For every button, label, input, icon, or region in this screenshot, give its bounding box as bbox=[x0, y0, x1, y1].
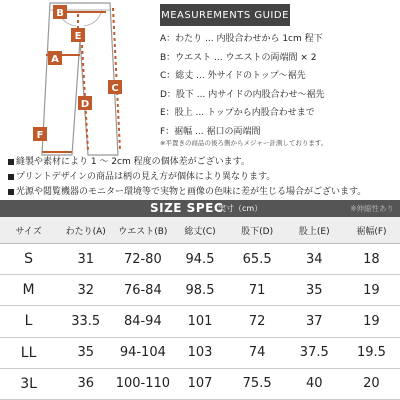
col-header: 総丈(C) bbox=[171, 217, 228, 244]
table-cell: 32 bbox=[57, 275, 114, 306]
table-cell: 33.5 bbox=[57, 306, 114, 337]
note-text: プリントデザインの商品は柄の見え方が個体により異なります。 bbox=[16, 172, 276, 182]
table-cell: 94-104 bbox=[114, 337, 171, 368]
table-cell: 20 bbox=[343, 368, 400, 399]
table-row bbox=[0, 275, 400, 306]
table-row bbox=[0, 337, 400, 368]
table-header-row bbox=[0, 217, 400, 244]
table-cell: 107 bbox=[171, 368, 228, 399]
table-cell: 35 bbox=[286, 275, 343, 306]
table-cell: 37.5 bbox=[286, 337, 343, 368]
col-header: 股上(E) bbox=[286, 217, 343, 244]
label-c: C bbox=[111, 83, 119, 94]
table-cell: 19 bbox=[343, 306, 400, 337]
table-cell: 72 bbox=[229, 306, 286, 337]
table-cell: 101 bbox=[171, 306, 228, 337]
table-row bbox=[0, 306, 400, 337]
bullet-square-icon bbox=[8, 174, 14, 180]
size-cell: LL bbox=[0, 337, 57, 368]
table-cell: 71 bbox=[229, 275, 286, 306]
note-item bbox=[8, 170, 400, 185]
note-text: 縫製や素材により 1 〜 2cm 程度の個体差がございます。 bbox=[16, 157, 250, 167]
col-header: ウエスト(B) bbox=[114, 217, 171, 244]
table-cell: 34 bbox=[286, 244, 343, 275]
table-cell: 76-84 bbox=[114, 275, 171, 306]
table-cell: 75.5 bbox=[229, 368, 286, 399]
size-spec-table bbox=[0, 217, 400, 400]
guide-item-e: E：股上 ... トップから内股合わせまで bbox=[160, 108, 315, 118]
table-cell: 84-94 bbox=[114, 306, 171, 337]
bullet-square-icon bbox=[8, 159, 14, 165]
col-header: わたり(A) bbox=[57, 217, 114, 244]
note-item bbox=[8, 155, 400, 170]
guide-item-d: D：股下 ... 内サイドの内股合わせ〜裾先 bbox=[160, 89, 325, 100]
table-cell: 65.5 bbox=[229, 244, 286, 275]
col-header: 裾幅(F) bbox=[343, 217, 400, 244]
guide-item-a: A：わたり ... 内股合わせから 1cm 程下 bbox=[160, 34, 323, 44]
notes-list bbox=[8, 155, 400, 200]
col-header: サイズ bbox=[0, 217, 57, 244]
label-f: F bbox=[36, 130, 44, 141]
bullet-square-icon bbox=[8, 189, 14, 195]
table-cell: 37 bbox=[286, 306, 343, 337]
table-cell: 74 bbox=[229, 337, 286, 368]
table-cell: 98.5 bbox=[171, 275, 228, 306]
measurements-guide-header: MEASUREMENTS GUIDE bbox=[160, 4, 290, 26]
table-cell: 19 bbox=[343, 275, 400, 306]
table-row bbox=[0, 368, 400, 399]
size-cell: L bbox=[0, 306, 57, 337]
guide-footnote: ※平置きの商品の後ろ側からメジャー計測しております。 bbox=[160, 139, 328, 147]
guide-item-b: B：ウエスト ... ウエストの両端間 × 2 bbox=[160, 52, 317, 63]
note-text: 光源や閲覧機器のモニター環境等で実物と画像の色味に差が生じる場合がございます。 bbox=[16, 187, 367, 197]
table-cell: 31 bbox=[57, 244, 114, 275]
guide-item-c: C：総丈 ... 外サイドのトップ〜裾先 bbox=[160, 71, 306, 81]
table-cell: 94.5 bbox=[171, 244, 228, 275]
size-cell: M bbox=[0, 275, 57, 306]
table-cell: 36 bbox=[57, 368, 114, 399]
label-b: B bbox=[56, 8, 64, 19]
size-spec-note: ※伸縮性あり bbox=[350, 204, 394, 213]
size-spec-title: SIZE SPEC bbox=[150, 201, 224, 215]
size-spec-unit: 実寸（cm） bbox=[218, 204, 263, 213]
col-header: 股下(D) bbox=[229, 217, 286, 244]
label-d: D bbox=[80, 99, 90, 110]
size-cell: S bbox=[0, 244, 57, 275]
table-cell: 19.5 bbox=[343, 337, 400, 368]
table-cell: 40 bbox=[286, 368, 343, 399]
pants-diagram bbox=[0, 0, 160, 160]
label-a: A bbox=[51, 54, 59, 65]
table-cell: 103 bbox=[171, 337, 228, 368]
size-spec-bar bbox=[0, 200, 400, 217]
note-item bbox=[8, 185, 400, 200]
measurements-guide-list bbox=[160, 30, 400, 141]
table-cell: 100-110 bbox=[114, 368, 171, 399]
table-cell: 72-80 bbox=[114, 244, 171, 275]
pants-outline bbox=[42, 3, 118, 155]
table-row bbox=[0, 244, 400, 275]
guide-item-f: F：裾幅 ... 裾口の両端間 bbox=[160, 126, 261, 137]
size-cell: 3L bbox=[0, 368, 57, 399]
table-cell: 18 bbox=[343, 244, 400, 275]
table-cell: 35 bbox=[57, 337, 114, 368]
label-e: E bbox=[74, 31, 82, 42]
